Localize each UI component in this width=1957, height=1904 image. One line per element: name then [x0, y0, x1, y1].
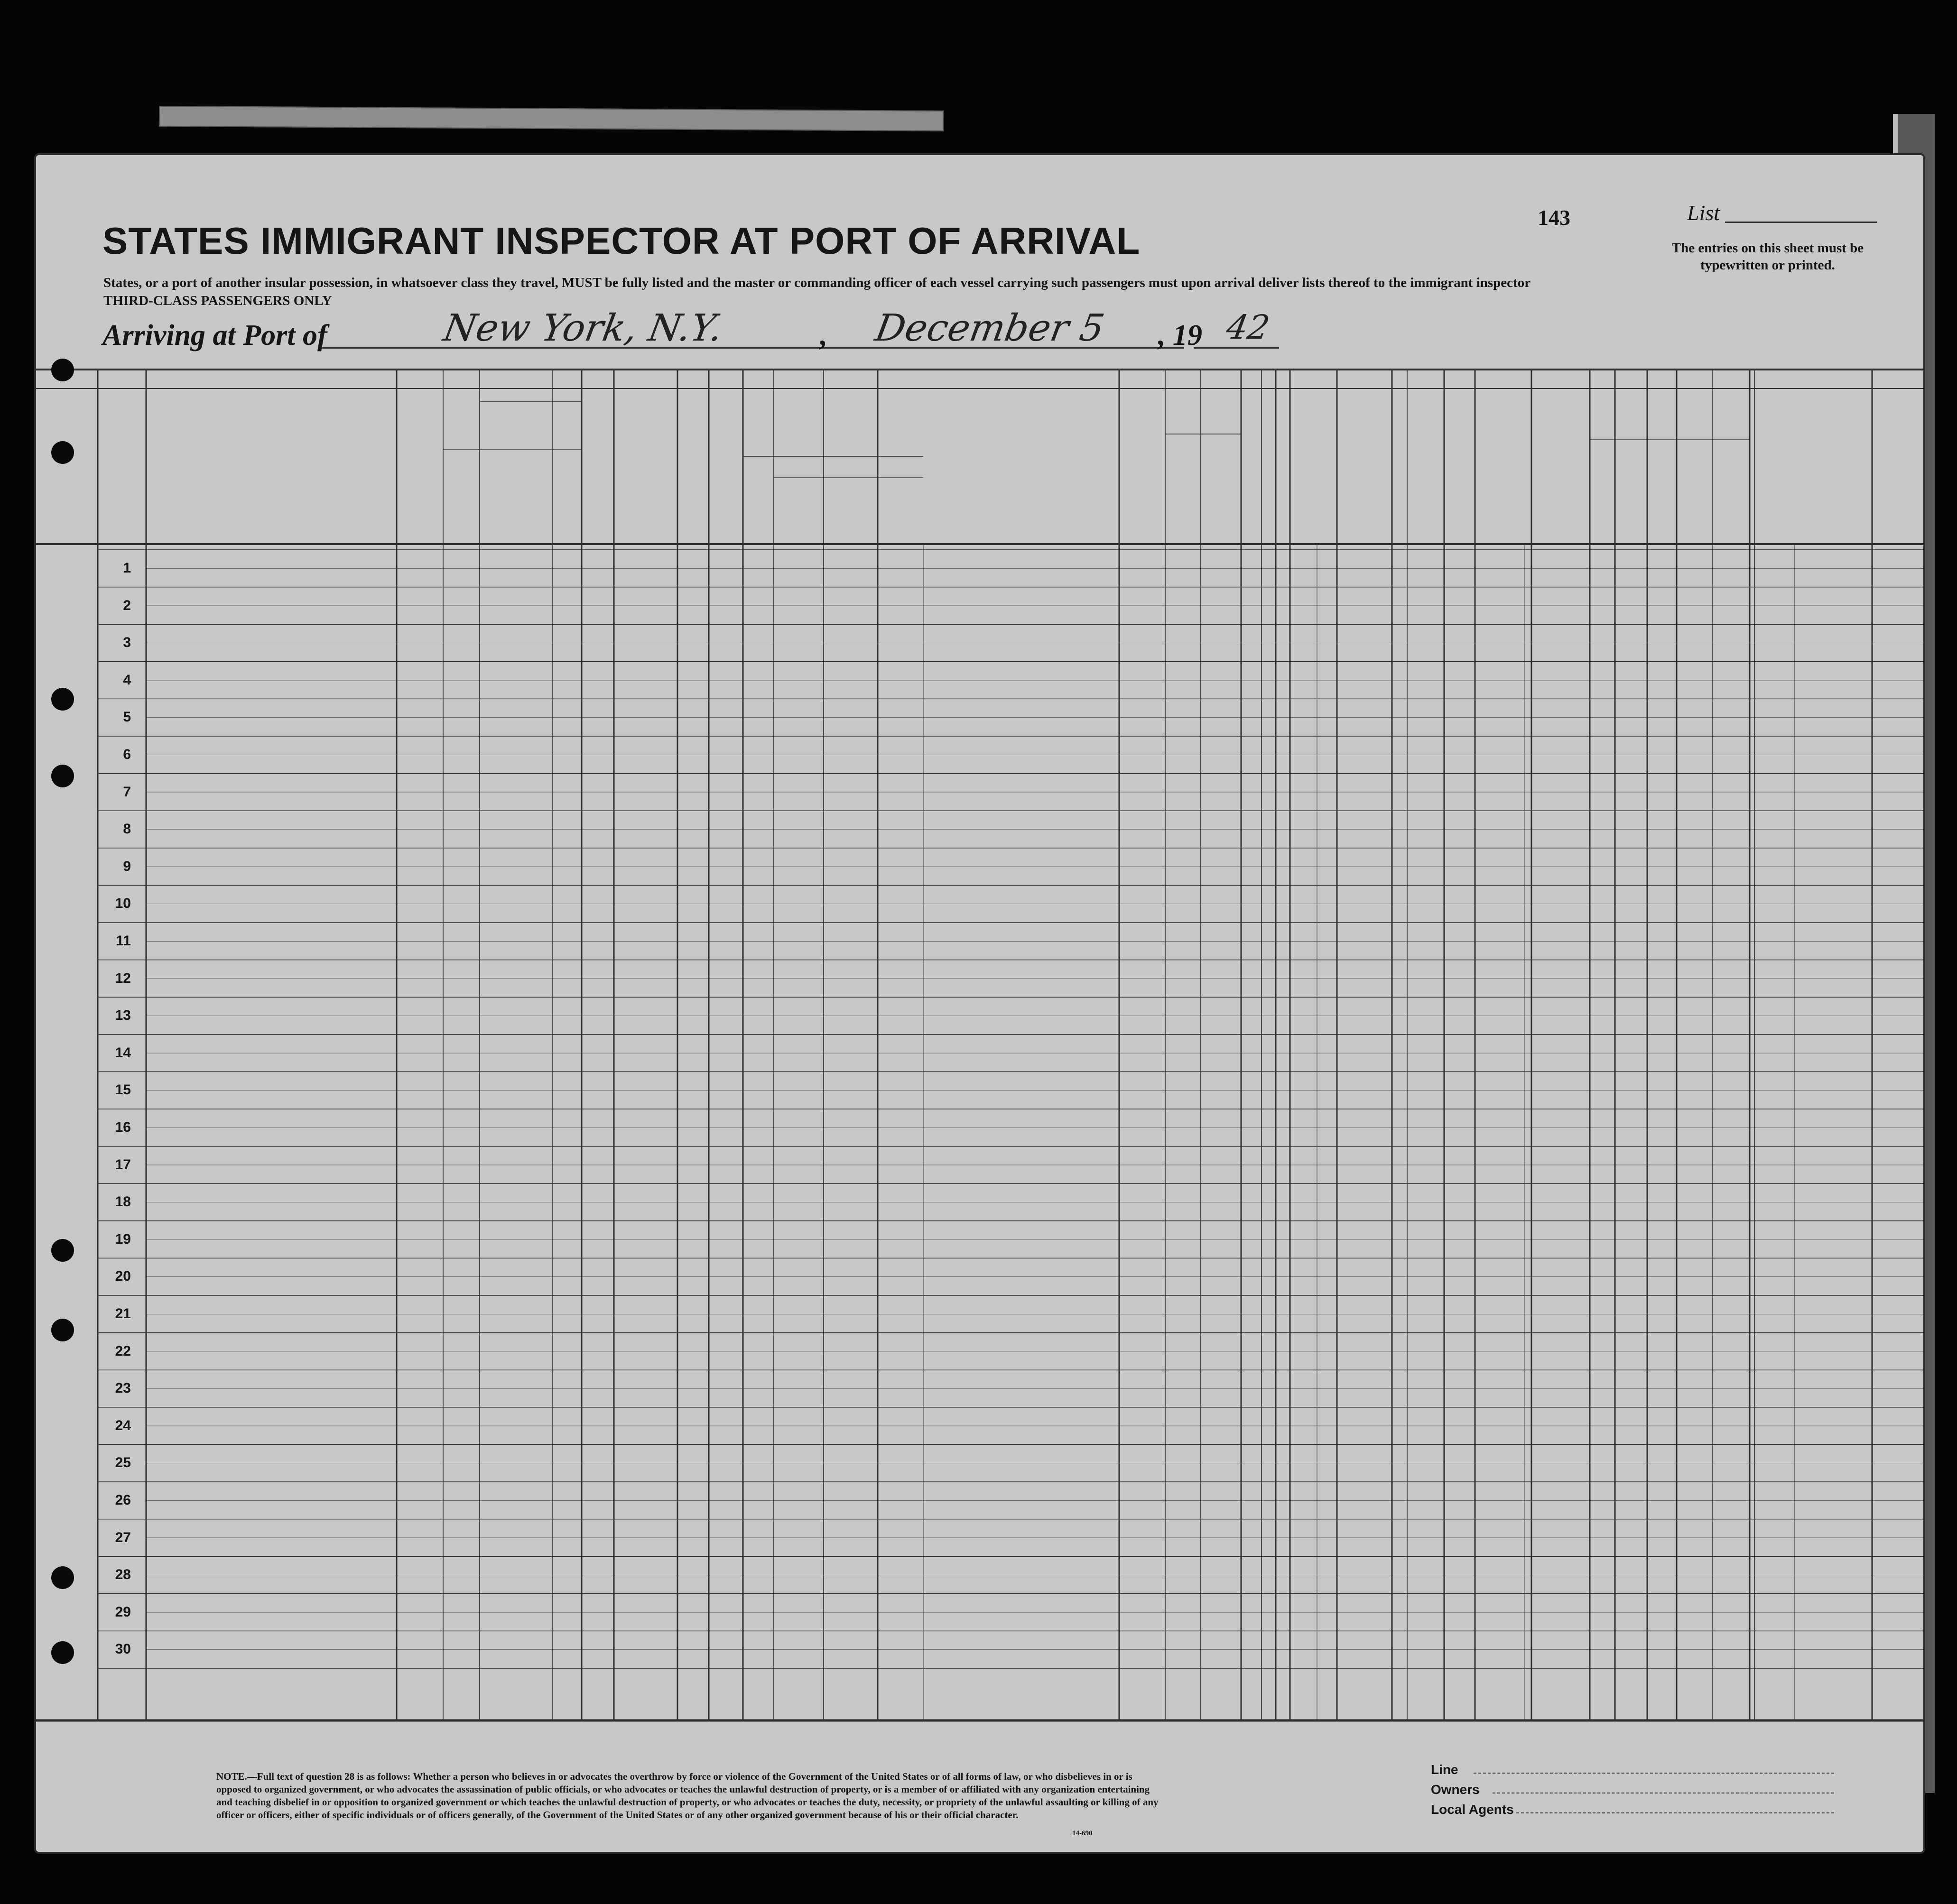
- subtitle-line-1: States, or a port of another insular possession, in whatsoever class they travel, MUST be fully listed and the master or commanding officer of each vessel carrying such passengers must upon arrival deliver lists thereof to the immigrant inspector: [103, 275, 1531, 290]
- binder-hole: [51, 765, 74, 787]
- row-number: 6: [123, 747, 131, 762]
- binder-hole: [51, 1641, 74, 1664]
- line-label: Line: [1431, 1762, 1458, 1777]
- col-34-inches: [1631, 444, 1645, 539]
- form-title: STATES IMMIGRANT INSPECTOR AT PORT OF ARRIVAL: [102, 220, 1141, 262]
- row-number: 12: [115, 970, 131, 986]
- col-31-header: [1503, 402, 1527, 539]
- row-number: 2: [123, 597, 131, 613]
- arriving-label: Arriving at Port of: [102, 319, 327, 351]
- row-number: 16: [115, 1119, 131, 1135]
- year-prefix: , 19: [1158, 319, 1202, 351]
- row-number: 26: [115, 1492, 131, 1508]
- row-number: 14: [115, 1044, 131, 1061]
- row-number: 25: [115, 1455, 131, 1471]
- row-number: 4: [123, 672, 131, 688]
- row-number: 10: [115, 896, 131, 912]
- binder-hole: [51, 441, 74, 464]
- row-number: 28: [115, 1567, 131, 1583]
- col-28-header: [1394, 402, 1441, 539]
- col-26-header: [1338, 402, 1353, 539]
- binder-hole: [51, 1319, 74, 1341]
- agents-label: Local Agents: [1431, 1802, 1514, 1817]
- paper-strip-top: [159, 106, 944, 131]
- line-sig-line: [1474, 1773, 1834, 1774]
- owners-label: Owners: [1431, 1782, 1480, 1797]
- col-25-header: [1277, 402, 1334, 539]
- col-24-b: [1202, 440, 1237, 542]
- date-handwritten: December 5: [872, 307, 1108, 350]
- row-number: 22: [115, 1343, 131, 1359]
- row-number: 23: [115, 1380, 131, 1396]
- col-24-c: [1241, 440, 1274, 542]
- row-number: 30: [115, 1641, 131, 1657]
- binder-hole: [51, 1566, 74, 1589]
- page-number: 143: [1538, 205, 1570, 230]
- col-19-header: [585, 402, 610, 539]
- col-34-feet: [1618, 444, 1630, 539]
- port-handwritten: New York, N.Y.: [440, 307, 726, 350]
- row-number: 19: [115, 1231, 131, 1247]
- row-number: 15: [115, 1082, 131, 1098]
- row-number: 17: [115, 1156, 131, 1173]
- col-30-header: [1476, 402, 1500, 539]
- typed-instruction: The entries on this sheet must be typewritten or printed.: [1671, 240, 1864, 273]
- table-grid: [36, 155, 1923, 1852]
- row-number: 8: [123, 821, 131, 837]
- year-handwritten: 42: [1223, 308, 1273, 347]
- row-number: 3: [123, 635, 131, 651]
- col-24-a: [1168, 440, 1201, 542]
- binder-hole: [51, 1239, 74, 1262]
- col-27-header: [1355, 402, 1383, 539]
- manifest-sheet: STATES IMMIGRANT INSPECTOR AT PORT OF ARRIVAL States, or a port of another insular possession, in whatsoever class they travel, MUST be fully listed and the master or commanding officer of each vessel carrying such passengers must upon arrival deliver lists thereof to the immigrant inspector THIRD-CLASS PASSENGERS ONLY 143 List The entries on this sheet must be typewritten or printed. Arriving at Port of New York, N.Y. , December 5 , 19 42 1 2 3 4 5 6 7 8 9 10 11 12 13 14 15 16 17 18 19 20 21 22 23 24 25 26 27 28 29 30 NOTE.—Full text of question 28 is as follows: Whether a person who believes in or advocates the overthrow by force or violence of the Government of the United States or of all forms of law, or who disbelieves in or is opposed to organized government, or who advocates the assassination of public officials, or who advocates or teaches the unlawful destruction of property, or is a member of or affiliated with any organization entertaining and teaching disbelief in or opposition to organized government or which teaches the unlawful destruction of property, or who advocates or teaches the duty, necessity, or propriety of the unlawful assaulting or killing of any officer or officers, either of specific individuals or of officers generally, of the Government of the United States or of any other organized government because of his or their official character. 14-690 Line Owners Local Agents: [34, 153, 1925, 1854]
- row-number: 9: [123, 858, 131, 874]
- col-21-header: [712, 402, 740, 539]
- agents-sig-line: [1516, 1812, 1834, 1813]
- row-number: 29: [115, 1604, 131, 1620]
- subtitle-line-2: THIRD-CLASS PASSENGERS ONLY: [103, 293, 332, 308]
- row-number: 7: [123, 784, 131, 800]
- footnote-question-28: NOTE.—Full text of question 28 is as follows: Whether a person who believes in or advocates the overthrow by force or violence of the Government of the United States or of all forms of law, or who disbelieves in or is opposed to organized government, or who advocates the assassination of public officials, or who advocates or teaches the unlawful destruction of property, or is a member of or affiliated with any organization entertaining and teaching disbelief in or opposition to organized government or which teaches the unlawful destruction of property, or who advocates or teaches the duty, necessity, or propriety of the unlawful assaulting or killing of any officer or officers, either of specific individuals or of officers generally, of the Government of the United States or of any other organized government because of his or their official character.: [216, 1771, 1159, 1821]
- binder-hole: [51, 688, 74, 711]
- binder-hole: [51, 359, 74, 381]
- row-number: 27: [115, 1529, 131, 1545]
- row-number: 5: [123, 709, 131, 725]
- form-code: 14-690: [1072, 1830, 1093, 1837]
- col-29-header: [1445, 402, 1474, 539]
- row-number: 24: [115, 1417, 131, 1433]
- list-label: List: [1687, 201, 1720, 225]
- row-number: 18: [115, 1194, 131, 1210]
- row-number: 20: [115, 1268, 131, 1285]
- row-number: 1: [123, 560, 131, 576]
- row-number: 11: [116, 933, 131, 949]
- row-number: 21: [115, 1306, 131, 1322]
- row-number: 13: [115, 1007, 131, 1024]
